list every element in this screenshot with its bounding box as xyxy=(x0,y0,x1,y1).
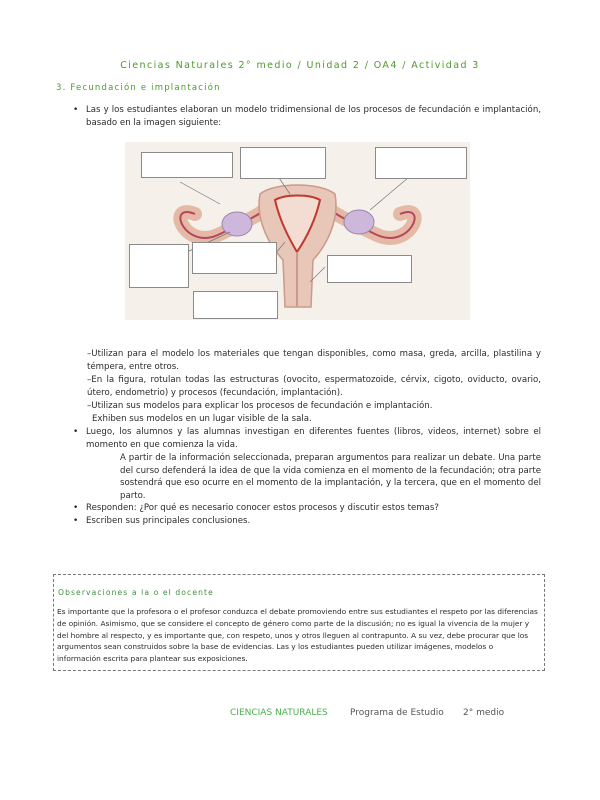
left-ovary xyxy=(222,212,252,236)
pointer-line xyxy=(180,182,220,204)
intro-bullet: • Las y los estudiantes elaboran un modelo tridimensional de los procesos de fecundación e implantación, basado en la imagen siguiente: xyxy=(86,104,541,129)
label-box-5[interactable] xyxy=(192,242,277,274)
label-box-2[interactable] xyxy=(240,147,326,179)
page-header: Ciencias Naturales 2° medio / Unidad 2 / OA4 / Actividad 3 xyxy=(120,60,480,71)
label-box-7[interactable] xyxy=(193,291,278,319)
footer-subject: CIENCIAS NATURALES xyxy=(230,708,328,718)
right-ovary xyxy=(344,210,374,234)
observations-text: Es importante que la profesora o el profesor conduzca el debate promoviendo entre sus estudiantes el respeto por las diferencias de opinión. Asimismo, que se considere el concepto de género como parte de la discusión; no es igual la vivencia de la mujer y del hombre al respecto, y es importante que, con respeto, unos y otros lleguen al contrapunto. A su vez, debe procurar que los argumentos sean construidos sobre la base de evidencias. Las y los estudiantes pueden utilizar imágenes, modelos o información escrita para plantear sus exposiciones. xyxy=(57,607,538,664)
observations-title: Observaciones a la o el docente xyxy=(58,588,214,597)
footer-grade: 2° medio xyxy=(463,708,505,718)
label-box-3[interactable] xyxy=(375,147,467,179)
question-bullet: • Responden: ¿Por qué es necesario conocer estos procesos y discutir estos temas? xyxy=(86,502,541,515)
section-title: 3. Fecundación e implantación xyxy=(56,83,221,93)
conclusions-bullet: • Escriben sus principales conclusiones. xyxy=(86,515,541,528)
label-box-4[interactable] xyxy=(129,244,189,288)
substep-exhibit: Exhiben sus modelos en un lugar visible de la sala. xyxy=(92,414,312,424)
label-box-6[interactable] xyxy=(327,255,412,283)
substep-materials: –Utilizan para el modelo los materiales que tengan disponibles, como masa, greda, arcilla, plastilina y témpera, entre otros. xyxy=(87,349,541,372)
footer-program: Programa de Estudio xyxy=(350,708,444,718)
label-box-1[interactable] xyxy=(141,152,233,178)
substep-labels: –En la figura, rotulan todas las estructuras (ovocito, espermatozoide, cérvix, cigoto, oviducto, ovario, útero, endometrio) y procesos (fecundación, implantación). xyxy=(87,375,541,398)
reproductive-diagram xyxy=(125,142,470,320)
research-bullet: • Luego, los alumnos y las alumnas investigan en diferentes fuentes (libros, videos, internet) sobre el momento en que comienza la vida. xyxy=(86,426,541,451)
substep-explain: –Utilizan sus modelos para explicar los procesos de fecundación e implantación. xyxy=(87,401,433,411)
debate-paragraph: A partir de la información seleccionada, preparan argumentos para realizar un debate. Una parte del curso defenderá la idea de que la vida comienza en el momento de la fecundación; otra parte sostendrá que eso ocurre en el momento de la implantación, y la tercera, que en el momento del parto. xyxy=(120,453,542,501)
